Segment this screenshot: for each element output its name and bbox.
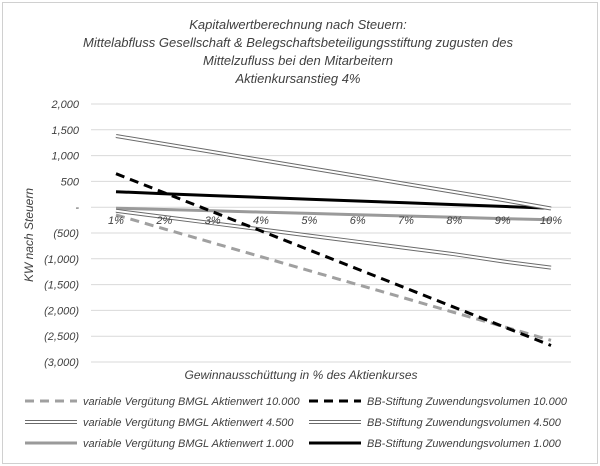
legend-label: variable Vergütung BMGL Aktienwert 4.500 bbox=[83, 417, 294, 429]
x-tick-label: 5% bbox=[301, 215, 318, 228]
y-tick-label: (1,500) bbox=[44, 279, 79, 292]
x-tick-label: 3% bbox=[204, 215, 221, 228]
legend-label: variable Vergütung BMGL Aktienwert 10.000 bbox=[83, 396, 300, 408]
chart-title bbox=[83, 17, 513, 86]
y-tick-label: (3,000) bbox=[44, 357, 79, 369]
chart-frame bbox=[2, 2, 598, 464]
series-lines bbox=[116, 136, 551, 346]
x-tick-label: 8% bbox=[446, 215, 463, 228]
legend-item-1 bbox=[25, 396, 301, 408]
legend-item-6 bbox=[309, 438, 562, 450]
legend-label: BB-Stiftung Zuwendungsvolumen 4.500 bbox=[367, 417, 561, 429]
y-tick-label: (2,500) bbox=[44, 331, 79, 344]
legend-label: BB-Stiftung Zuwendungsvolumen 1.000 bbox=[367, 438, 561, 450]
x-tick-label: 9% bbox=[494, 215, 511, 228]
y-tick-label: - bbox=[75, 202, 79, 215]
y-tick-label: 1,500 bbox=[51, 124, 79, 137]
x-tick-label: 6% bbox=[349, 215, 366, 228]
x-tick-label: 10% bbox=[539, 215, 563, 228]
y-axis-label: KW nach Steuern bbox=[22, 187, 36, 283]
y-tick-label: (1,000) bbox=[44, 253, 79, 266]
y-tick-label: 2,000 bbox=[51, 99, 79, 111]
title-line-4: Aktienkursanstieg 4% bbox=[235, 71, 361, 86]
x-axis-label: Gewinnausschüttung in % des Aktienkurses bbox=[184, 368, 418, 382]
series-line-1 bbox=[116, 215, 551, 340]
legend-item-2 bbox=[309, 396, 568, 408]
chart-svg bbox=[3, 3, 597, 463]
series-line-6 bbox=[116, 192, 551, 209]
legend-item-5 bbox=[25, 438, 294, 450]
legend-item-4 bbox=[309, 417, 562, 429]
y-tick-label: (2,000) bbox=[44, 305, 79, 318]
title-line-3: Mittelzufluss bei den Mitarbeitern bbox=[202, 53, 394, 68]
x-tick-label: 1% bbox=[108, 215, 124, 228]
y-tick-label: 1,000 bbox=[51, 150, 79, 163]
y-tick-label: (500) bbox=[53, 228, 79, 240]
y-tick-labels bbox=[44, 99, 80, 369]
title-line-1: Kapitalwertberechnung nach Steuern: bbox=[189, 17, 407, 32]
series-line-4-inner bbox=[116, 136, 551, 209]
y-tick-label: 500 bbox=[60, 176, 79, 189]
title-line-2: Mittelabfluss Gesellschaft & Belegschaftsbeteiligungsstiftung zugusten des bbox=[83, 35, 513, 50]
x-tick-label: 2% bbox=[156, 215, 173, 228]
legend-label: BB-Stiftung Zuwendungsvolumen 10.000 bbox=[367, 396, 567, 408]
x-tick-label: 4% bbox=[253, 215, 269, 228]
legend bbox=[25, 396, 568, 450]
legend-item-3 bbox=[25, 417, 294, 429]
legend-label: variable Vergütung BMGL Aktienwert 1.000 bbox=[83, 438, 294, 450]
x-tick-label: 7% bbox=[398, 215, 414, 228]
